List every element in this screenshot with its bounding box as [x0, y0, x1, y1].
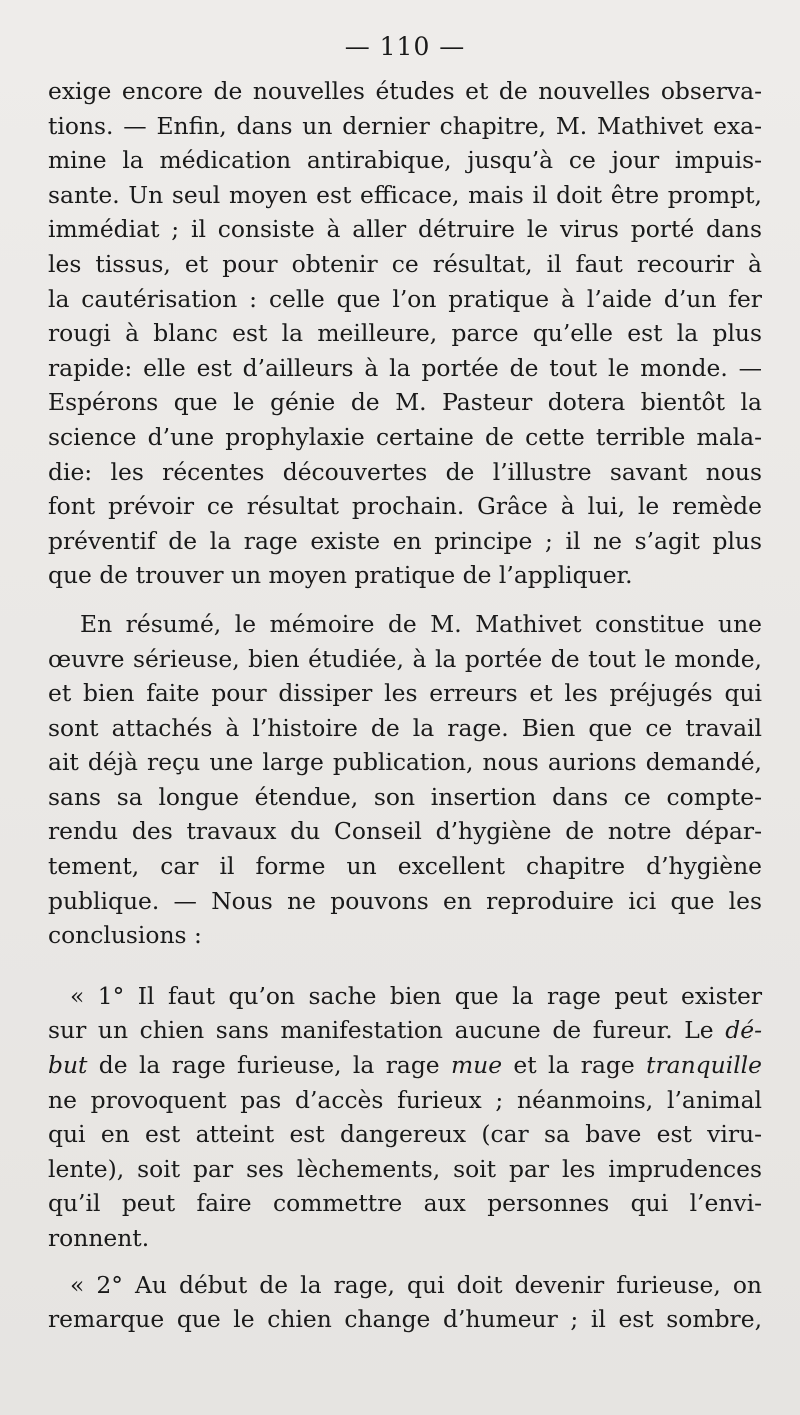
- text-segment: et la rage: [502, 1051, 647, 1080]
- text-line: la cautérisation : celle que l’on pratique à l’aide d’un fer: [48, 284, 762, 313]
- text-line: sante. Un seul moyen est efficace, mais il doit être prompt,: [48, 180, 762, 209]
- text-line: exige encore de nouvelles études et de nouvelles observa-: [48, 77, 762, 105]
- text-segment: de la rage furieuse, la rage: [87, 1051, 451, 1080]
- italic-word: mue: [450, 1051, 503, 1080]
- text-line: font prévoir ce résultat prochain. Grâce à lui, le remède: [48, 492, 762, 521]
- italic-word: dé-: [725, 1016, 763, 1045]
- text-line: et bien faite pour dissiper les erreurs et les préjugés qui: [48, 679, 762, 708]
- text-line: tement, car il forme un excellent chapitre d’hygiène: [48, 852, 762, 881]
- text-line: sont attachés à l’histoire de la rage. Bien que ce travail: [48, 713, 762, 742]
- page-number: — 110 —: [344, 32, 466, 61]
- text-line: ronnent.: [48, 1224, 150, 1252]
- text-line: sans sa longue étendue, son insertion dans ce compte-: [48, 782, 762, 811]
- text-line: immédiat ; il consiste à aller détruire le virus porté dans: [48, 215, 762, 244]
- text-line: rendu des travaux du Conseil d’hygiène de notre dépar-: [48, 817, 762, 846]
- paragraph-gap: [48, 593, 762, 607]
- text-line: [48, 1013, 762, 1048]
- text-line: remarque que le chien change d’humeur ; il est sombre,: [48, 1305, 762, 1334]
- paragraph-gap: [48, 953, 762, 979]
- text-line: « 2° Au début de la rage, qui doit devenir furieuse, on: [70, 1270, 762, 1299]
- text-line: Espérons que le génie de M. Pasteur dotera bientôt la: [48, 388, 762, 417]
- text-line: publique. — Nous ne pouvons en reproduire ici que les: [48, 886, 762, 915]
- conclusion-1: [48, 979, 762, 1256]
- text-line: science d’une prophylaxie certaine de cette terrible mala-: [48, 422, 762, 451]
- conclusion-2: [48, 1268, 762, 1337]
- text-line: En résumé, le mémoire de M. Mathivet constitue une: [80, 609, 762, 638]
- text-line: rapide: elle est d’ailleurs à la portée de tout le monde. —: [48, 353, 762, 382]
- text-segment: sur un chien sans manifestation aucune de fureur. Le: [48, 1016, 714, 1045]
- text-line: les tissus, et pour obtenir ce résultat, il faut recourir à: [48, 249, 762, 278]
- text-line: conclusions :: [48, 921, 202, 950]
- text-line: lente), soit par ses lèchements, soit par les imprudences: [48, 1154, 762, 1183]
- paragraph-1: [48, 74, 762, 593]
- italic-word: but: [48, 1051, 88, 1080]
- text-line: œuvre sérieuse, bien étudiée, à la portée de tout le monde,: [48, 644, 762, 673]
- text-line: qui en est atteint est dangereux (car sa bave est viru-: [48, 1120, 762, 1149]
- text-line: préventif de la rage existe en principe ; il ne s’agit plus: [48, 526, 762, 555]
- text-line: rougi à blanc est la meilleure, parce qu’elle est la plus: [48, 319, 762, 348]
- text-line: tions. — Enfin, dans un dernier chapitre, M. Mathivet exa-: [48, 111, 762, 140]
- text-line: die: les récentes découvertes de l’illustre savant nous: [48, 457, 762, 486]
- text-line: [48, 1048, 762, 1083]
- text-line: ne provoquent pas d’accès furieux ; néanmoins, l’animal: [48, 1085, 762, 1114]
- text-line: qu’il peut faire commettre aux personnes qui l’envi-: [48, 1189, 762, 1218]
- text-line: que de trouver un moyen pratique de l’appliquer.: [48, 561, 633, 590]
- text-line: mine la médication antirabique, jusqu’à ce jour impuis-: [48, 146, 762, 175]
- text-line: « 1° Il faut qu’on sache bien que la rage peut exister: [70, 981, 762, 1010]
- italic-word: tranquille: [646, 1051, 762, 1080]
- text-line: ait déjà reçu une large publication, nous aurions demandé,: [48, 748, 762, 777]
- paragraph-2: [48, 607, 762, 953]
- paragraph-gap: [48, 1256, 762, 1268]
